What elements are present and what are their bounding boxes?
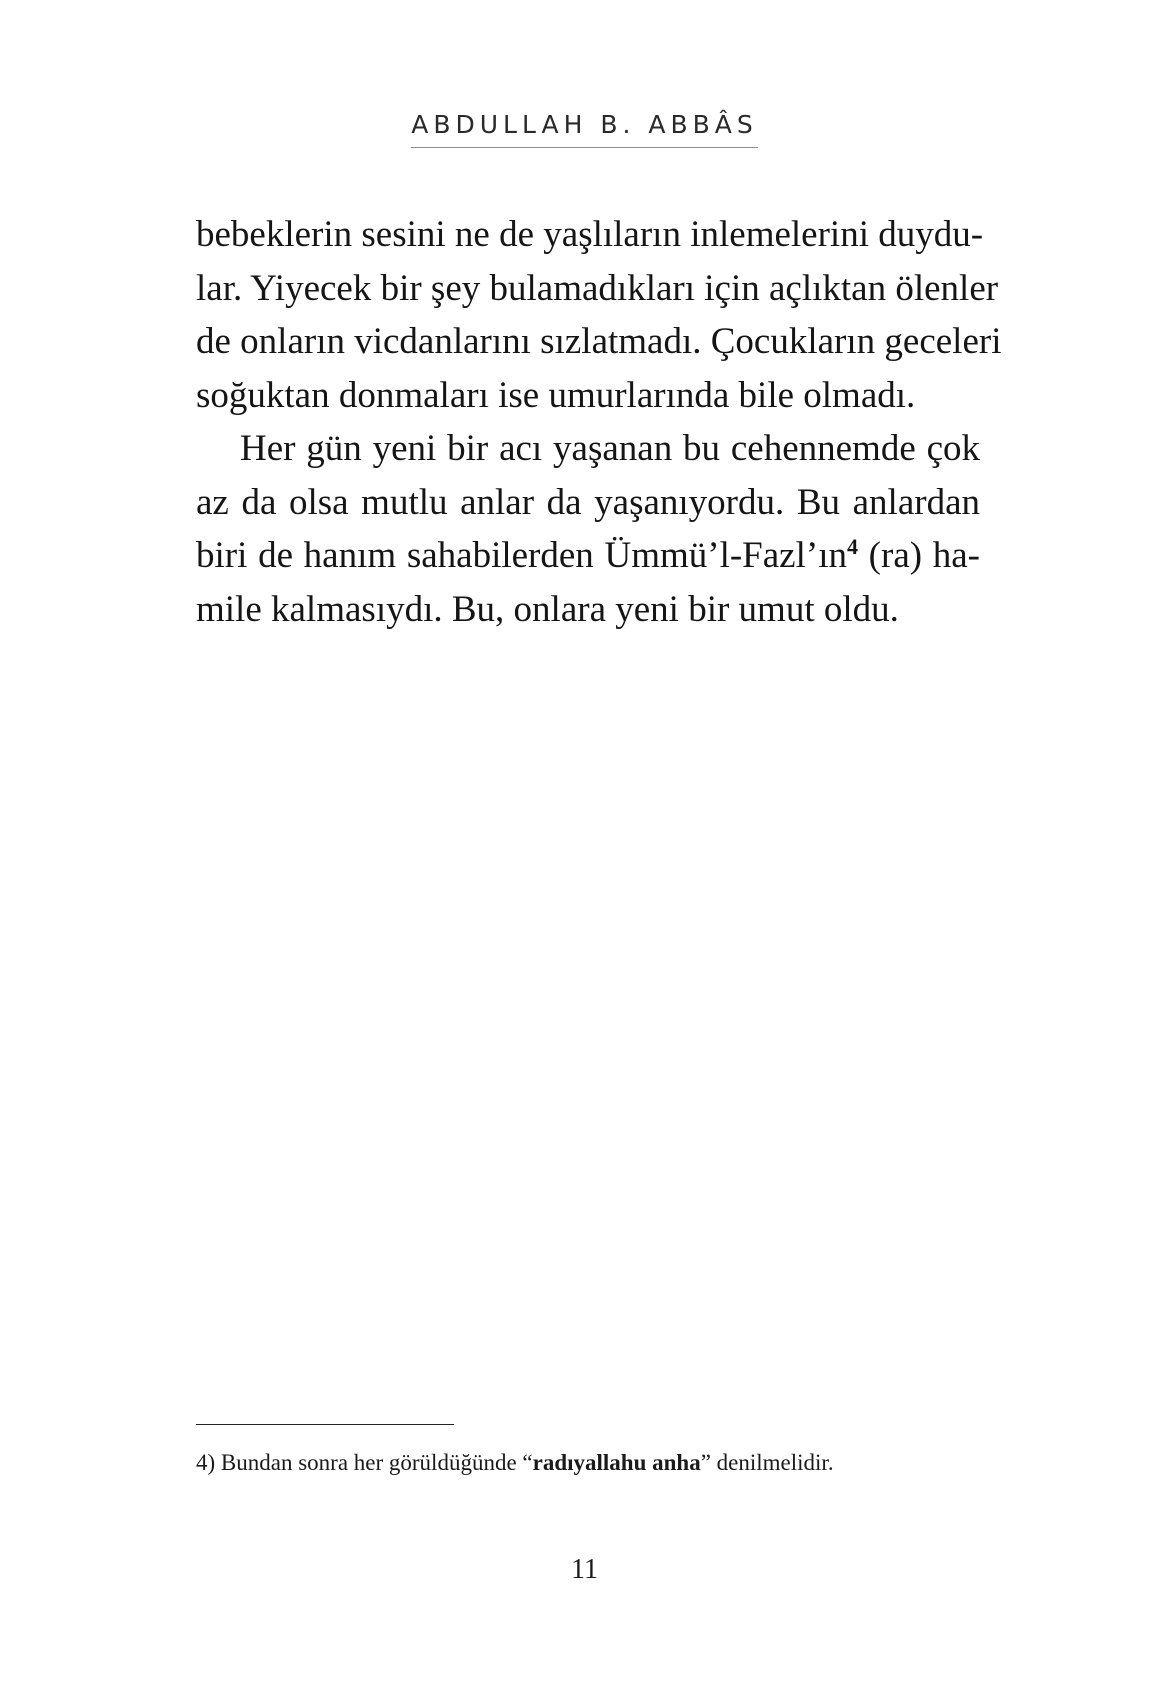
paragraph-line: az da olsa mutlu anlar da yaşanıyordu. Bu anlardan <box>196 481 980 523</box>
paragraph-1 <box>196 208 1002 422</box>
paragraph-line: bebeklerin sesini ne de yaşlıların inlemelerini duydu- <box>196 214 984 255</box>
paragraph-line-tail: (ra) ha- <box>858 535 980 576</box>
paragraph-line: lar. Yiyecek bir şey bulamadıkları için açlıktan ölenler <box>196 267 999 309</box>
page-number: 11 <box>571 1554 598 1585</box>
paragraph-line-with-footnote <box>196 529 980 583</box>
paragraph-line: soğuktan donmaları ise umurlarında bile olmadı. <box>196 374 916 416</box>
paragraph-line: de onların vicdanlarını sızlatmadı. Çocukların geceleri <box>196 321 1002 362</box>
footnote-suffix: ” denilmelidir. <box>700 1450 834 1475</box>
running-title: ABDULLAH B. ABBÂS <box>411 110 758 148</box>
body-text <box>196 208 1002 636</box>
footnote-divider <box>196 1424 454 1425</box>
footnote <box>196 1450 834 1476</box>
paragraph-line-text: biri de hanım sahabilerden Ümmü’l-Fazl’ın <box>196 535 847 576</box>
paragraph-2 <box>196 422 980 636</box>
paragraph-line: Her gün yeni bir acı yaşanan bu cehennemde çok <box>240 428 980 469</box>
paragraph-line: mile kalmasıydı. Bu, onlara yeni bir umut oldu. <box>196 588 899 630</box>
footnote-prefix: 4) Bundan sonra her görüldüğünde “ <box>196 1450 533 1475</box>
footnote-marker[interactable]: 4 <box>847 534 858 559</box>
running-header <box>0 110 1169 148</box>
footnote-emphasis: radıyallahu anha <box>532 1450 701 1475</box>
